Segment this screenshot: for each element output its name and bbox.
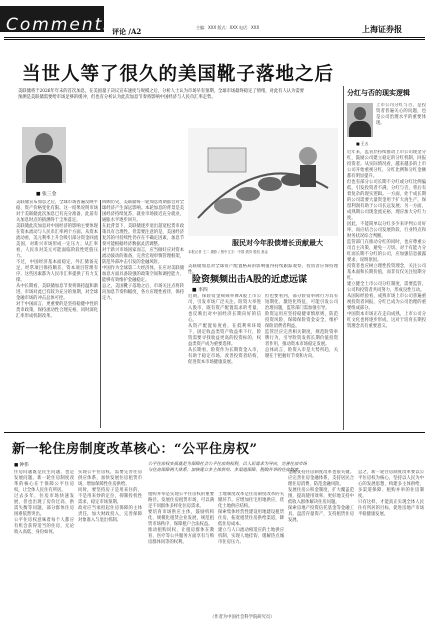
cartoon-sign	[208, 148, 246, 172]
article2-column-1: 近期，保险资金频频举牌A股上市公司，引发市场广泛关注。险资大举进入股市，既有资产配置需求的考量，也反映出对中国经济长期向好的信心。 从资产配置角度看，在低利率环境下，固定收益类资产收益率下行，险资需要寻找收益更高的投资标的，权益类资产成为重要选择。 从长期看，险资作为长期资金入市，有助于稳定市场，改善投资者结构，促进资本市场健康发展。	[188, 294, 261, 365]
section-logo	[0, 6, 115, 35]
bottom-column-2: 实现公平住房权，需要完善住房供应体系，加快发展住房租赁市场，增加保障性住房供给。 同时，要坚持房子是用来住的、不是用来炒的定位，抑制投机性需求，稳定市场预期。 政府应当承担起住房保障的主体责任，加大财政投入，完善保障对象准入与退出机制。	[78, 470, 142, 523]
article2-headline: 险资频频出击A股的近虑远谋	[192, 275, 307, 285]
main-body-column-2: 回顾历史，美联储每一轮加息周期都会对全球经济产生深远影响。本轮加息的背景是美国经济持续复苏，就业市场接近充分就业，通胀水平逐步回升。 在此背景下，美联储逐步退出超宽松货币政策具有合理性。但需要注意的是，美国经济复苏的可持续性仍存在不确定因素，加息节奏可能根据经济数据灵活调整。 对于新兴市场国家而言，应当做好应对资本流动波动的准备，完善宏观审慎管理框架，防范外部冲击引发的金融风险。 中国作为全球第二大经济体，在应对美联储加息方面具备较强的政策空间和调控能力，能够有效维护金融稳定。 总之，美国靴子落地之后，市场关注点将转向加息节奏和幅度，各方应理性看待，保持定力。	[102, 200, 184, 301]
cartoon-caption: 服民对今年股债增长贡献最大	[232, 238, 323, 247]
cartoon-coin-stack-3	[258, 177, 282, 191]
bottom-column-1: 住房问题既是民生问题，也是发展问题。新一轮住房制度改革的核心在于保障公平住房权，让全体人民住有所居。 过去多年，住房市场快速发展，但也出现了房价过高、供需失衡等问题，部分群体住房困难依然突出。 公平住房权意味着每个人都应有机会获得适当的住房，无论收入高低、身份如何。	[14, 470, 74, 535]
bottom-column-5: 金融支持住房制度改革也很关键。应完善住房金融体系，支持居民合理住房消费，防范金融风险。 发展住房公积金制度，扩大覆盖范围，提高使用效率，更好地支持中低收入群体解决住房问题。 探索房地产投资信托基金等金融工具，盘活存量资产，支持租赁住房发展。	[288, 470, 354, 523]
editorial-cartoon	[188, 128, 338, 236]
sidebar-portrait-head	[354, 107, 366, 120]
top-rule-thin	[4, 39, 425, 40]
bottom-intro: 公平住房权实质就是为保障社会公平住房的权利，以人民需求为导向，完善住房市场与住房保障两大体系，加快建立多主体供给、多渠道保障、租购并举的住房制度。	[148, 462, 307, 473]
portrait-head	[35, 133, 53, 153]
paper-name: 上海证券报	[362, 24, 402, 34]
cartoon-note: 本报记者 王二 摄影 / 图中文字：中国 债券 股权 基金	[188, 250, 268, 254]
main-lead: 美联储将于2026年年末的首次加息，在美国量子决议宣布速度与规模之后，分析人士认为市场早有预期，全球市场最终稳定了情绪，对此有人认为需要预测是美联储需要给市场足够的缓冲，但也有分析认为此次加息节奏将影响中国经济与人民币汇率走势。	[18, 89, 304, 100]
top-rule	[4, 37, 425, 38]
bottom-column-4: 土地制度改革是住房制度改革的关键环节。应增加住宅用地供应，优化土地供应结构。 探索集体经营性建设用地建设租赁住房，拓宽租赁住房供给渠道，降低住房成本。 建立与人口流动相适应的土地供应机制，实现人地挂钩，缓解热点城市住房压力。	[218, 492, 284, 545]
sidebar-headline: 分红与否的现实逻辑	[347, 88, 410, 97]
sidebar-intro: 上市公司分红与否，是投资者普遍关心的问题，也是公司治理水平的重要体现。	[376, 103, 426, 126]
bottom-column-6: 总之，新一轮住房制度改革要以公平住房权为核心，坚持以人民为中心的发展思想，构建多主体供给、多渠道保障、租购并举的住房制度。 只有这样，才能真正实现全体人民住有所居的目标，促进房地产市场平稳健康发展。	[358, 470, 424, 517]
masthead	[0, 0, 429, 40]
editor-info: 主编：XXX 版式：XXX 电话：XXX	[196, 25, 260, 30]
mid-rule	[4, 432, 425, 433]
author-portrait	[22, 127, 66, 183]
bottom-byline: ■ 钟伟	[14, 463, 29, 468]
column-divider-left	[100, 200, 101, 428]
author-note: （作者为中国社会科学院研究员）	[210, 615, 275, 620]
cartoon-coin-stack-2	[236, 187, 260, 201]
cartoon-figure-head	[299, 147, 317, 165]
portrait-body	[26, 155, 62, 183]
main-body-column-3: 美联储加息对全球资产配置格局的影响值得持续跟踪观察，投资者应保持理性。	[188, 264, 338, 275]
sidebar-byline: ■ 王五	[356, 141, 369, 146]
sidebar-body: 近年来，监管层持续推动上市公司现金分红，鼓励公司建立稳定的分红机制，回报投资者。从实际情况看，越来越多的上市公司开始重视分红，分红比例和分红金额都有明显提升。 但也有部分公司长期不分红或分红比例偏低，引发投资者不满。分红与否，背后有着复杂的现实逻辑。一方面，处于成长期的公司需要大量资金用于扩大再生产，保留利润有助于公司长远发展；另一方面，成熟期公司现金流充裕，理应加大分红力度。 因此，不能简单以分红多少来评判公司好坏，而应结合公司发展阶段、行业特点和财务状况综合判断。 监管部门在推动分红的同时，也应尊重公司自主决策，避免一刀切。对于有能力分红而长期不分红的公司，应加强信息披露要求，说明原因。 投资者也应树立理性投资理念，关注公司基本面和长期价值，而非仅仅关注短期分红。 建立健全上市公司分红制度，需要监管、公司和投资者共同努力，形成良性互动。 从国际经验看，成熟市场上市公司普遍重视投资者回报，分红已成为公司治理的重要组成部分。 中国资本市场正在走向成熟，上市公司分红文化也将逐步形成，这对于培育长期投资理念具有重要意义。	[347, 150, 426, 329]
bottom-column-3: 租购并举是实现公平住房权的重要路径。发展住房租赁市场，可以满足不同群体多样化住房需求。 要培育市场供应主体，鼓励机构化、规模化租赁企业发展，规范租赁市场秩序，保障租户合法权益。 推动租购同权，让租房群体在教育、医疗等公共服务方面享有与购房群体同等的权利。	[148, 492, 214, 545]
page-section: 评论 /A2	[112, 27, 142, 36]
main-body-column-1: 美联储宣布加息之后，全球市场普遍反映平稳，资产价格变化有限。这一结果说明市场对于美联储此次加息已有充分准备，此前有关加息时点的猜测终于尘埃落定。 美联储此次加息对中国经济的影响主要体现在资本流动与人民币汇率两个方面。从资本流动看，美元利率上升会吸引部分资金回流美国，对新兴市场形成一定压力；从汇率看，人民币对美元可能面临阶段性贬值压力。 不过，中国经济基本面稳定，外汇储备充足，经常项目保持顺差，资本项目管理有序，这些因素都为人民币汇率提供了有力支撑。 从中长期看，美联储加息节奏将保持温和渐进，市场对此已有较为充分的预期，对全球金融市场的冲击总体可控。 对于中国而言，更重要的是坚持稳健中性的货币政策，保持流动性合理充裕，同时深化汇率形成机制改革。	[16, 200, 98, 319]
article2-column-2: 但也要看到，部分险资举牌行为具有短期化、激进化特征，可能引发公司治理问题，监管部门需加强引导。 险资运用应坚持稳健审慎原则，防范投资风险，保障保险资金安全，维护保险消费者利益。 监管层应完善相关制度，规范险资举牌行为，引导险资发挥长期价值投资者作用，推动资本市场稳定发展。 总体而言，险资入市是大势所趋，关键在于把握好节奏和方向。	[265, 294, 338, 359]
main-byline: ■ 张三金	[36, 192, 57, 197]
column-divider-right	[343, 86, 344, 430]
sidebar-portrait-body	[349, 121, 371, 137]
main-headline: 当世人等了很久的美国靴子落地之后	[22, 64, 335, 85]
sidebar-portrait	[347, 103, 373, 137]
cartoon-coin-stack-1	[214, 198, 242, 214]
cartoon-coin-stack-4	[281, 174, 303, 186]
cartoon-figure-body	[300, 165, 316, 187]
section-logo-text: Comments	[6, 15, 115, 35]
article2-byline: ■ 李四	[192, 288, 208, 293]
bottom-headline: 新一轮住房制度改革核心：“公平住房权”	[12, 442, 258, 457]
